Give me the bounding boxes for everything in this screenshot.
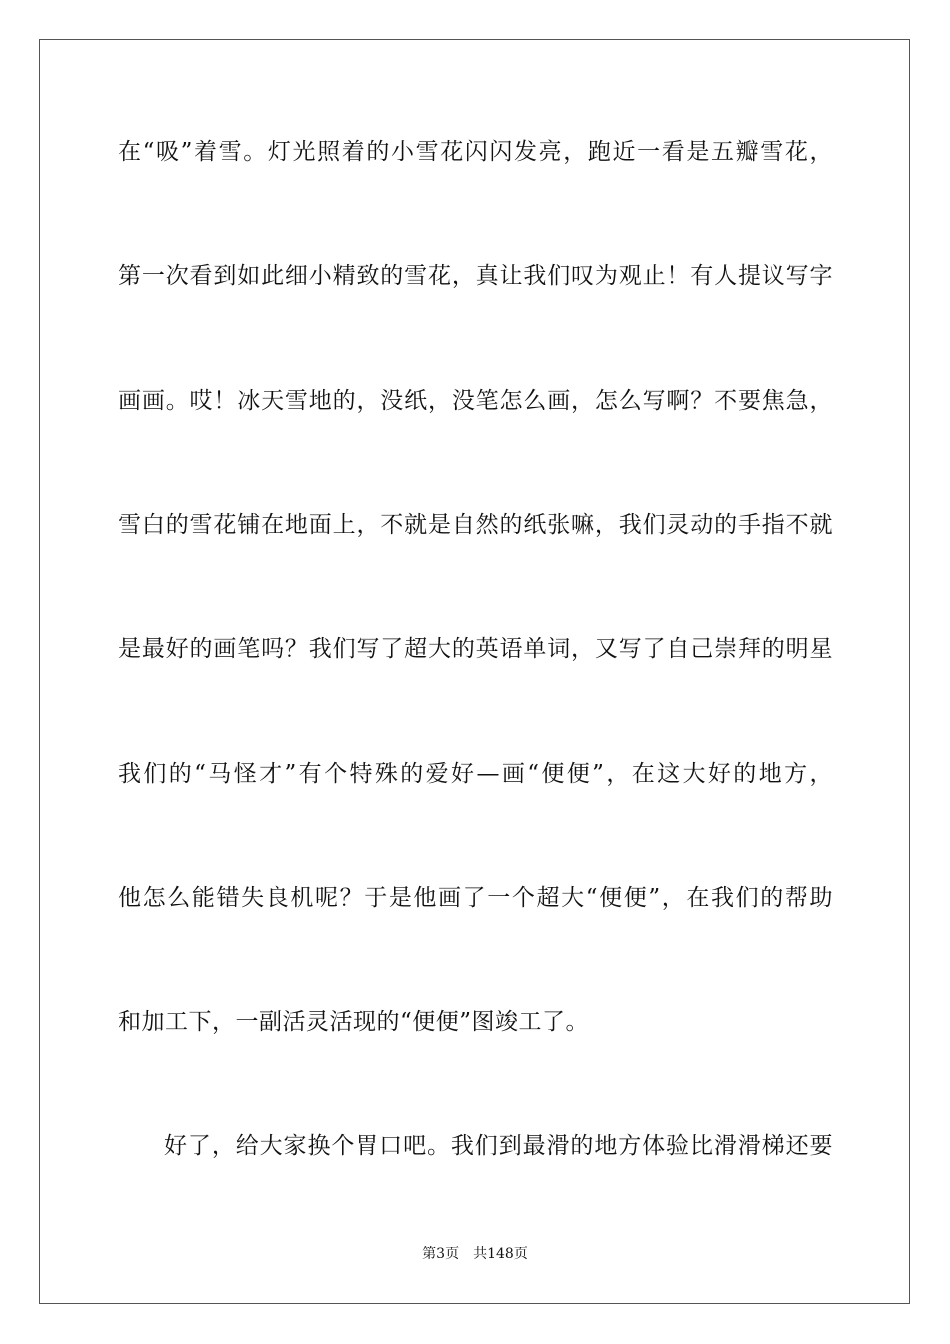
text-line-8: 和加工下，一副活灵活现的“便便”图竣工了。: [118, 1009, 590, 1035]
text-line-2: 第一次看到如此细小精致的雪花，真让我们叹为观止！有人提议写字: [118, 263, 833, 289]
page-total: 共148页: [473, 1246, 528, 1262]
page-number: 第3页: [422, 1246, 460, 1262]
text-line-1: 在“吸”着雪。灯光照着的小雪花闪闪发亮，跑近一看是五瓣雪花，: [118, 139, 833, 165]
text-line-6: 我们的“马怪才”有个特殊的爱好—画“便便”，在这大好的地方，: [118, 761, 833, 787]
text-line-5: 是最好的画笔吗？我们写了超大的英语单词，又写了自己崇拜的明星: [118, 636, 833, 662]
page-footer: [0, 1245, 950, 1263]
text-line-3: 画画。哎！冰天雪地的，没纸，没笔怎么画，怎么写啊？不要焦急，: [118, 388, 833, 414]
text-line-4: 雪白的雪花铺在地面上，不就是自然的纸张嘛，我们灵动的手指不就: [118, 512, 833, 538]
page-border: [39, 39, 910, 1304]
text-line-9: 好了，给大家换个胃口吧。我们到最滑的地方体验比滑滑梯还要: [164, 1133, 833, 1159]
text-line-7: 他怎么能错失良机呢？于是他画了一个超大“便便”，在我们的帮助: [118, 885, 833, 911]
